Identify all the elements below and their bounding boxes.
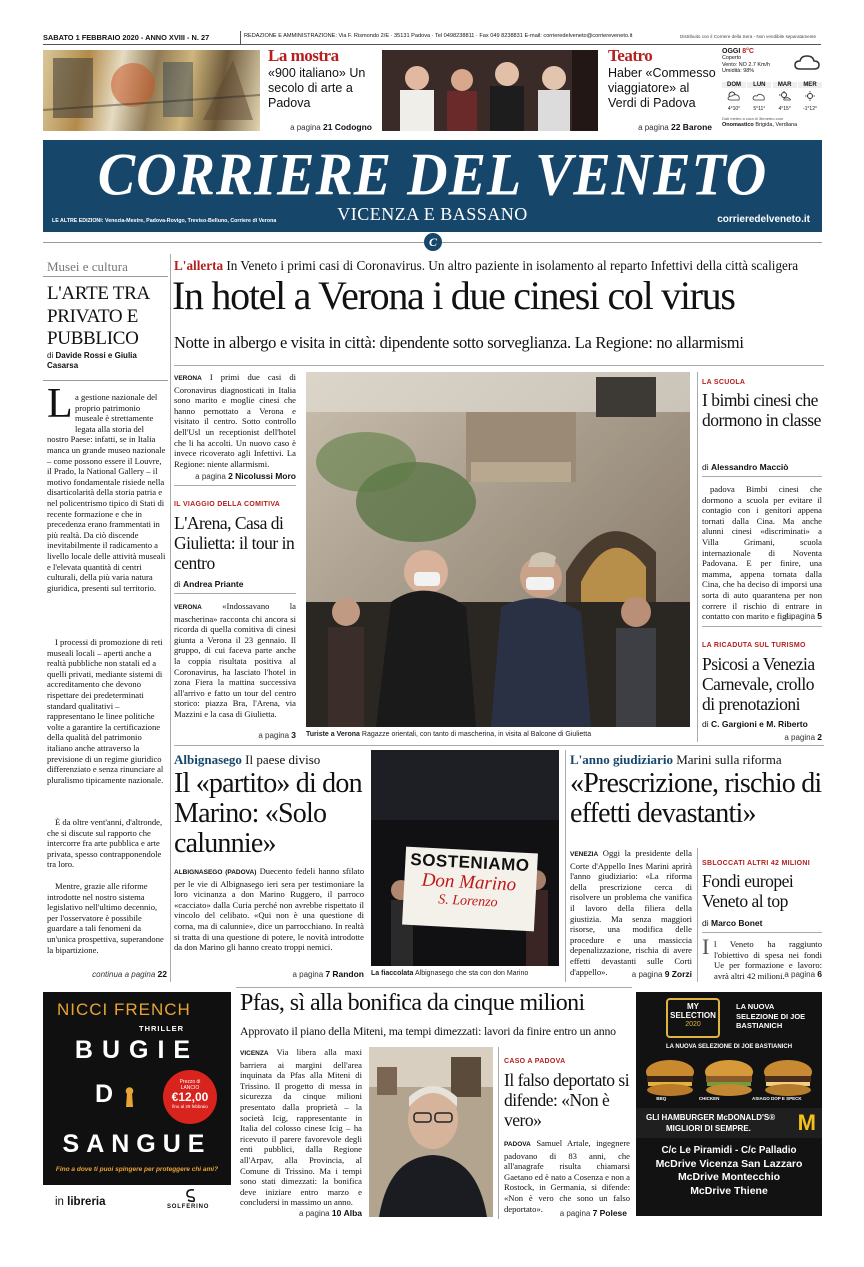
deportato-headline[interactable]: Il falso deportato si difende: «Non è vero» xyxy=(504,1070,630,1130)
carnevale-kicker: LA RICADUTA SUL TURISMO xyxy=(702,642,806,649)
book-price-label: Prezzo di LANCIO xyxy=(179,1079,201,1091)
cloud-sun-icon xyxy=(727,91,741,101)
top-date: SABATO 1 FEBBRAIO 2020 - ANNO XVIII - N. 27 xyxy=(43,33,210,42)
weather-day-temp: 5°11° xyxy=(753,106,766,112)
book-price: €12,00 xyxy=(171,1090,209,1104)
deportato-kicker: CASO A PADOVA xyxy=(504,1058,566,1065)
marino-ref-author: Randon xyxy=(332,969,364,979)
onomastico-label: Onomastico xyxy=(722,122,754,128)
sidebar-continue-prefix: continua a pagina xyxy=(92,970,156,979)
sidebar-body-3: È da oltre vent'anni, d'altronde, che si discute sul rapporto che intercorre fra arte pubblica e arte privata, spesso contrapponendole tra loro. xyxy=(47,817,163,870)
mcd-ribbon: LA NUOVA SELEZIONE DI JOE BASTIANICH xyxy=(665,1044,793,1050)
lead-kicker-line xyxy=(174,258,824,274)
sidebar-rule xyxy=(43,276,168,277)
masthead-edition: VICENZA E BASSANO xyxy=(337,204,528,224)
deportato-ref[interactable] xyxy=(504,1208,627,1218)
marino-body-text: Duecento fedeli hanno sfilato per le vie di Albignasego ieri sera per testimoniare la loro vicinanza a don Marino Ruggero, il parroco «cacciato» dalla Curia perché non avrebbe rispettato il vincolo del celibato. «Qui non è una questione di corna, ma di calunnie», dice un parrocchiano. In realtà si tratta di una questione di potere, le novità introdotte da don Marino gli hanno creato troppi nemici. xyxy=(174,866,365,953)
lead-caption-text: Ragazze orientali, con tanto di mascherina, in visita al Balcone di Giulietta xyxy=(361,731,592,738)
deportato-dateline: PADOVA xyxy=(504,1141,531,1148)
masthead-title: CORRIERE DEL VENETO xyxy=(97,141,768,209)
mcd-ad[interactable] xyxy=(636,992,822,1216)
solferino-logo-icon xyxy=(184,1188,198,1202)
prescrizione-headline[interactable]: «Prescrizione, rischio di effetti devastanti» xyxy=(570,768,822,829)
marino-body xyxy=(174,866,364,953)
marino-banner-text xyxy=(402,850,537,914)
onomastico-value: Brigida, Verdiana xyxy=(755,122,798,128)
bimbi-kicker: LA SCUOLA xyxy=(702,379,746,386)
mcd-title: LA NUOVA SELEZIONE DI JOE BASTIANICH xyxy=(736,1002,806,1030)
mcd-burger-label: BBQ xyxy=(656,1096,667,1101)
fondi-body: l Veneto ha raggiunto l'obiettivo di spesa nei fondi Ue per formazione e lavoro: avrà altri 42 milioni. xyxy=(714,939,822,981)
deportato-ref-prefix: a pagina xyxy=(559,1209,591,1218)
top-address: REDAZIONE E AMMINISTRAZIONE: Via F. Rismondo 2/E · 35131 Padova · Tel 0498238811 · Fax 049 8238831 E-mail: corrieredelveneto@corriereveneto.it xyxy=(244,33,633,39)
sidebar-headline[interactable]: L'ARTE TRA PRIVATO E PUBBLICO xyxy=(47,283,149,349)
weather-day-name: MAR xyxy=(773,82,797,88)
book-genre: THRILLER xyxy=(139,1024,185,1033)
bimbi-ref-page: 5 xyxy=(817,611,822,621)
lead-ref-author: Nicolussi Moro xyxy=(235,471,296,481)
book-price-badge xyxy=(163,1070,217,1124)
weather-wind: Vento: NO 2.7 Km/h xyxy=(722,61,770,68)
top-sep xyxy=(240,31,241,44)
book-title-1: BUGIE xyxy=(74,1036,200,1064)
arena-ref[interactable] xyxy=(174,730,296,740)
bimbi-body: padova Bimbi cinesi che dormono a scuola per evitare il contagio con i genitori appena tornati dalla Cina. Ma anche alunni cinesi «discriminati» a Villa Grimani, scuola internazionale di Noventa Padovana. E per finire, una mamma, appena tornata dalla Cina, che ha deciso di imporsi una sorta di auto quarantena per non correre il rischio di entrare in contatto con marito e figli. xyxy=(702,484,822,622)
book-publisher: SOLFERINO xyxy=(167,1204,210,1210)
mcd-store: C/c Le Piramidi - C/c Palladio xyxy=(661,1145,797,1156)
masthead-website[interactable]: corrieredelveneto.it xyxy=(717,214,810,225)
prescrizione-body xyxy=(570,848,692,977)
arena-body xyxy=(174,601,296,720)
carnevale-headline[interactable]: Psicosi a Venezia Carnevale, crollo di prenotazioni xyxy=(702,654,815,714)
deportato-ref-page: 7 xyxy=(592,1208,598,1218)
mostra-title: La mostra xyxy=(268,46,339,65)
book-cover xyxy=(43,992,231,1185)
bimbi-headline[interactable]: I bimbi cinesi che dormono in classe xyxy=(702,390,821,430)
burger-icon xyxy=(646,1060,694,1096)
arena-rule xyxy=(174,593,296,594)
fondi-byline-prefix: di xyxy=(702,918,709,928)
prescrizione-ref-page: 9 xyxy=(664,969,670,979)
carnevale-ref-page: 2 xyxy=(817,732,822,742)
mcd-badge-line-2: SELECTION xyxy=(670,1011,716,1020)
lead-dateline: VERONA xyxy=(174,375,202,382)
fondi-byline xyxy=(702,918,762,928)
teatro-ref[interactable] xyxy=(608,122,712,132)
lead-body xyxy=(174,372,296,469)
sidebar-section: Musei e cultura xyxy=(47,259,128,274)
lead-caption-bold: Turiste a Verona xyxy=(306,731,360,738)
pfas-headline[interactable]: Pfas, sì alla bonifica da cinque milioni xyxy=(240,990,585,1016)
arena-byline-name: Andrea Priante xyxy=(183,579,244,589)
bimbi-rule xyxy=(702,476,822,477)
right-col-divider xyxy=(697,372,698,742)
sidebar-dropcap: L xyxy=(47,381,73,427)
mcd-badge-line-1: MY xyxy=(687,1002,699,1011)
prescrizione-ref-author: Zorzi xyxy=(671,969,692,979)
lead-photo-caption xyxy=(306,731,696,738)
teatro-ref-author: Barone xyxy=(682,122,712,132)
sidebar-byline-name: Davide Rossi e Giulia Casarsa xyxy=(47,351,137,370)
pfas-ref-author: Alba xyxy=(343,1208,362,1218)
prescrizione-kicker: L'anno giudiziario xyxy=(570,752,673,767)
bimbi-rule-2 xyxy=(702,626,822,627)
arena-dateline: VERONA xyxy=(174,604,202,611)
sun-cloud-icon xyxy=(778,91,792,101)
bimbi-byline xyxy=(702,462,788,472)
book-author: NICCI FRENCH xyxy=(57,1000,191,1019)
sidebar-divider xyxy=(170,254,171,982)
marino-kicker-line xyxy=(174,752,320,768)
book-title-2: D xyxy=(95,1080,114,1108)
marino-caption-bold: La fiaccolata xyxy=(371,970,414,977)
weather-day xyxy=(773,82,797,112)
pfas-subhead: Approvato il piano della Miteni, ma tempi dimezzati: lavori da finire entro un anno xyxy=(240,1024,616,1038)
carnevale-byline-prefix: di xyxy=(702,719,709,729)
weather-day xyxy=(722,82,746,112)
marino-photo xyxy=(371,750,559,966)
sun-icon xyxy=(803,91,817,101)
weather-today-label: OGGI xyxy=(722,48,741,55)
sidebar-body-1 xyxy=(47,392,167,593)
pfas-divider xyxy=(498,1047,499,1219)
lead-ref-prefix: a pagina xyxy=(195,472,226,481)
arena-ref-prefix: a pagina xyxy=(258,731,290,740)
prescrizione-ref[interactable] xyxy=(570,969,692,979)
weather-day-name: DOM xyxy=(722,82,746,88)
corriere-logo: C xyxy=(424,233,442,251)
lead-ref[interactable] xyxy=(174,471,296,481)
fondi-ref-prefix: a pagina xyxy=(784,970,816,979)
teatro-photo xyxy=(382,50,598,131)
marino-caption-text: Albignasego che sta con don Marino xyxy=(414,970,529,977)
deportato-ref-author: Polese xyxy=(599,1208,627,1218)
bimbi-byline-name: Alessandro Macciò xyxy=(711,462,789,472)
lead-rule xyxy=(174,365,824,366)
arena-kicker: IL VIAGGIO DELLA COMITIVA xyxy=(174,501,281,508)
top-distribution: Distribuito con il Corriere della Sera - Non vendibile separatamente xyxy=(680,34,817,39)
teatro-title: Teatro xyxy=(608,46,653,65)
mcd-burger-label: ASIAGO DOP E SPECK xyxy=(752,1096,802,1101)
weather-day-temp: 4°15° xyxy=(778,106,791,112)
marino-dateline: ALBIGNASEGO (PADOVA) xyxy=(174,869,257,876)
marino-kicker-text: Il paese diviso xyxy=(245,752,321,767)
prescrizione-body-text: Oggi la presidente della Corte d'Appello Ines Marini aprirà l'anno giudiziario: «La riforma della prescrizione cerca di risolvere un problema che vanifica il lavoro della filiera della giustizia. Ma senza maggiori risorse, una modifica delle procedure e una massiccia depenalizzazione, rischia di avere effetti devastanti sulle Corti d'appello». xyxy=(570,848,692,977)
mcd-slogan-1: GLI HAMBURGER McDONALD'S® xyxy=(646,1113,776,1122)
fondi-byline-name: Marco Bonet xyxy=(711,918,763,928)
mcd-store: McDrive Vicenza San Lazzaro xyxy=(655,1157,803,1170)
sidebar-continue-page: 22 xyxy=(157,969,167,979)
lead-photo xyxy=(306,372,690,727)
marino-ref[interactable] xyxy=(174,969,364,979)
sidebar-byline-prefix: di xyxy=(47,351,54,360)
fondi-dropcap: I xyxy=(702,934,710,959)
cloud-icon xyxy=(794,54,820,72)
arena-byline-prefix: di xyxy=(174,579,181,589)
fondi-ref[interactable] xyxy=(702,969,822,979)
mcd-burger-labels xyxy=(640,1096,818,1101)
book-title-3: SANGUE xyxy=(62,1130,212,1158)
weather-today-temp: 8°C xyxy=(742,48,754,55)
book-store xyxy=(55,1196,106,1208)
lead-rule-2 xyxy=(174,485,296,486)
marino-photo-caption xyxy=(371,970,561,977)
mcd-logo: M xyxy=(797,1110,816,1135)
teatro-ref-prefix: a pagina xyxy=(638,123,669,132)
lead-ref-page: 2 xyxy=(228,471,233,481)
sidebar-body-4: Mentre, grazie alle riforme introdotte nel nostro sistema legislativo nell'ultimo decennio, per l'osservatore è possibile guardare a tali fenomeni da un'unica prospettiva, superandone la bipartizione. xyxy=(47,881,164,955)
carnevale-ref-prefix: a pagina xyxy=(784,733,816,742)
bimbi-ref-prefix: a pagina xyxy=(784,612,816,621)
book-store-in: in xyxy=(55,1196,64,1208)
carnevale-ref[interactable] xyxy=(702,732,822,742)
lead-body-text: I primi due casi di Coronavirus diagnosticati in Italia sono marito e moglie cinesi che hanno pernottato a Verona e visitato il centro. Sotto controllo dell'Usl un receptionist dell'hotel che li ha accolti. Un nuovo caso è invece ricoverato agli Infettivi. La Regione: niente allarmismi. xyxy=(174,372,297,469)
keyhole-icon xyxy=(125,1087,134,1107)
marino-kicker: Albignasego xyxy=(174,752,242,767)
mcd-burger-label: CHICKEN xyxy=(698,1096,720,1101)
fondi-headline[interactable]: Fondi europei Veneto al top xyxy=(702,871,794,911)
book-price-sub: fino al 29 febbraio xyxy=(172,1104,208,1109)
mcd-slogan-2: MIGLIORI DI SEMPRE. xyxy=(666,1124,751,1133)
bimbi-byline-prefix: di xyxy=(702,462,709,472)
pfas-dateline: VICENZA xyxy=(240,1050,269,1057)
pfas-ref-page: 10 xyxy=(331,1208,342,1218)
sidebar-byline xyxy=(47,351,167,371)
pfas-ref[interactable] xyxy=(240,1208,362,1218)
mid-rule xyxy=(174,745,824,746)
weather-humidity: Umidità: 98% xyxy=(722,68,755,74)
sidebar-body-2: I processi di promozione di reti museali locali – aperti anche a realtà pubbliche non statali ed a quelli privati, mediante sistemi di accreditamento che devono rispettare dei predeterminati standard qualitativi – rappresentano le linee politiche volte a garantire la certificazione della qualità del patrimonio italiano anche attraverso la previsione di un regime giuridico differenziato e senza rinunciare al pluralismo tipicamente nazionale. xyxy=(47,637,164,785)
mostra-ref-author: Codogno xyxy=(334,122,372,132)
weather-box xyxy=(722,48,822,132)
masthead[interactable] xyxy=(43,140,822,232)
teatro-ref-page: 22 xyxy=(671,122,681,132)
carnevale-byline-name: C. Gargioni e M. Riberto xyxy=(711,719,808,729)
mcd-store: McDrive Thiene xyxy=(690,1184,768,1197)
arena-headline[interactable]: L'Arena, Casa di Giulietta: il tour in centro xyxy=(174,513,295,573)
sidebar-continue[interactable] xyxy=(47,969,167,979)
arena-body-text: «Indossavano la mascherina» racconta chi ancora si ricorda di quella comitiva di cinesi giunta a Verona il 23 gennaio. Il gruppo, di cui faceva parte anche la coppia risultata positiva al Coronavirus, ha lasciato l'hotel in zona Fiera la mattina successiva all'arrivo e fatto un tour del centro storico: piazza Bra, l'Arena, via Mazzini e la casa di Giulietta. xyxy=(174,601,296,719)
fondi-ref-page: 6 xyxy=(817,969,822,979)
mcd-slogan-box xyxy=(636,1108,822,1138)
banner-line-3: S. Lorenzo xyxy=(437,892,498,911)
deportato-body xyxy=(504,1138,630,1214)
mcd-store: McDrive Montecchio xyxy=(677,1171,781,1183)
weather-day xyxy=(798,82,822,112)
weather-desc: Coperto xyxy=(722,55,742,61)
top-rule xyxy=(43,44,821,45)
mostra-artwork xyxy=(43,50,260,131)
prescrizione-dateline: VENEZIA xyxy=(570,851,599,858)
carnevale-byline xyxy=(702,719,808,729)
marino-ref-prefix: a pagina xyxy=(292,970,324,979)
masthead-other-editions: LE ALTRE EDIZIONI: Venezia-Mestre, Padova-Rovigo, Treviso-Belluno, Corriere di Verona xyxy=(52,218,277,224)
pfas-body-text: Via libera alla maxi barriera ai margini dell'area inquinata da Pfas alla Miteni di Trissino. Il progetto di messa in sicurezza da cinque milioni presentato dalla proprietà – la società Icig, rappresentante in Italia del colosso cinese Icig – ha ricevuto il parere favorevole degli enti pubblici, dalla Regione all'Arpav, alla Provincia, al Comune di Trissino. Ma i tempi sono stati dimezzati: la bonifica deve iniziare entro marzo e concludersi in massimo un anno. xyxy=(240,1047,362,1208)
prescrizione-kicker-line xyxy=(570,752,782,768)
weather-day-name: LUN xyxy=(747,82,771,88)
lead-subhead: Notte in albergo e visita in città: dipendente sotto sorveglianza. La Regione: no allarmismi xyxy=(174,333,744,352)
weather-day-temp: 4°10° xyxy=(727,106,741,112)
mostra-ref[interactable] xyxy=(268,122,372,132)
cloud-icon xyxy=(752,91,766,101)
bimbi-ref[interactable] xyxy=(702,611,822,621)
teatro-text: Haber «Commesso viaggiatore» al Verdi di Padova xyxy=(608,66,716,110)
deportato-body-text: Samuel Artale, ingegnere padovano di 83 anni, che all'anagrafe risulta chiamarsi Gaetano ed è nato a Cosenza e non a Rostock, in Germania, si difende: «Non è vero che sono un falso deportato». xyxy=(504,1138,630,1214)
marino-ref-page: 7 xyxy=(325,969,331,979)
fondi-divider xyxy=(697,848,698,982)
arena-byline xyxy=(174,579,243,589)
mcd-badge xyxy=(666,998,720,1038)
pfas-top-rule xyxy=(236,987,632,988)
banner-line-1: SOSTENIAMO xyxy=(409,849,531,876)
sidebar-body-1-text: a gestione nazionale del proprio patrimonio museale è strettamente legata alla storia del nostro Paese: infatti, se in Italia manca un grande museo nazionale – come possono essere il Louvre, il Prado, la National Gallery – il motivo fondamentale risiede nella disarticolarità della storia patria e nel policentrismo tipico di Stati di recente formazione e che in precedenza erano frammentati in più realtà. Da ciò discende inevitabilmente il radicamento a livello locale delle attività museali e l'elevata quantità di centri culturali, della più varia natura giuridica, presenti sul territorio. xyxy=(47,392,166,593)
mcd-badge-year: 2020 xyxy=(685,1021,701,1028)
weather-day-name: MER xyxy=(798,82,822,88)
marino-divider xyxy=(565,750,566,982)
mostra-ref-prefix: a pagina xyxy=(290,123,321,132)
marino-headline[interactable]: Il «partito» di don Marino: «Solo calunnie» xyxy=(174,768,362,859)
fondi-rule xyxy=(702,932,822,933)
deportato-photo xyxy=(369,1047,493,1217)
mostra-text: «900 italiano» Un secolo di arte a Padova xyxy=(268,66,366,110)
banner-line-2: Don Marino xyxy=(421,869,517,896)
prescrizione-kicker-text: Marini sulla riforma xyxy=(676,752,782,767)
lead-kicker-text: In Veneto i primi casi di Coronavirus. Un altro paziente in isolamento al reparto Infettivi della città scaligera xyxy=(226,258,799,273)
pfas-ref-prefix: a pagina xyxy=(298,1209,330,1218)
weather-day-temp: -1°12° xyxy=(802,106,817,112)
book-tagline: Fino a dove ti puoi spingere per proteggere chi ami? xyxy=(55,1166,219,1173)
weather-credit: Dati meteo a cura di 3bmeteo.com xyxy=(722,116,784,121)
lead-headline[interactable]: In hotel a Verona i due cinesi col virus xyxy=(172,273,735,318)
mostra-ref-page: 21 xyxy=(323,122,333,132)
fondi-kicker: SBLOCCATI ALTRI 42 MILIONI xyxy=(702,860,811,867)
lead-kicker: L'allerta xyxy=(174,258,224,273)
mcd-stores xyxy=(636,1144,822,1198)
arena-ref-page: 3 xyxy=(291,730,296,740)
pfas-body xyxy=(240,1047,362,1208)
weather-days xyxy=(722,82,822,112)
weather-day xyxy=(747,82,771,112)
book-ad[interactable] xyxy=(43,992,231,1216)
book-store-name: libreria xyxy=(67,1196,106,1208)
prescrizione-ref-prefix: a pagina xyxy=(631,970,663,979)
